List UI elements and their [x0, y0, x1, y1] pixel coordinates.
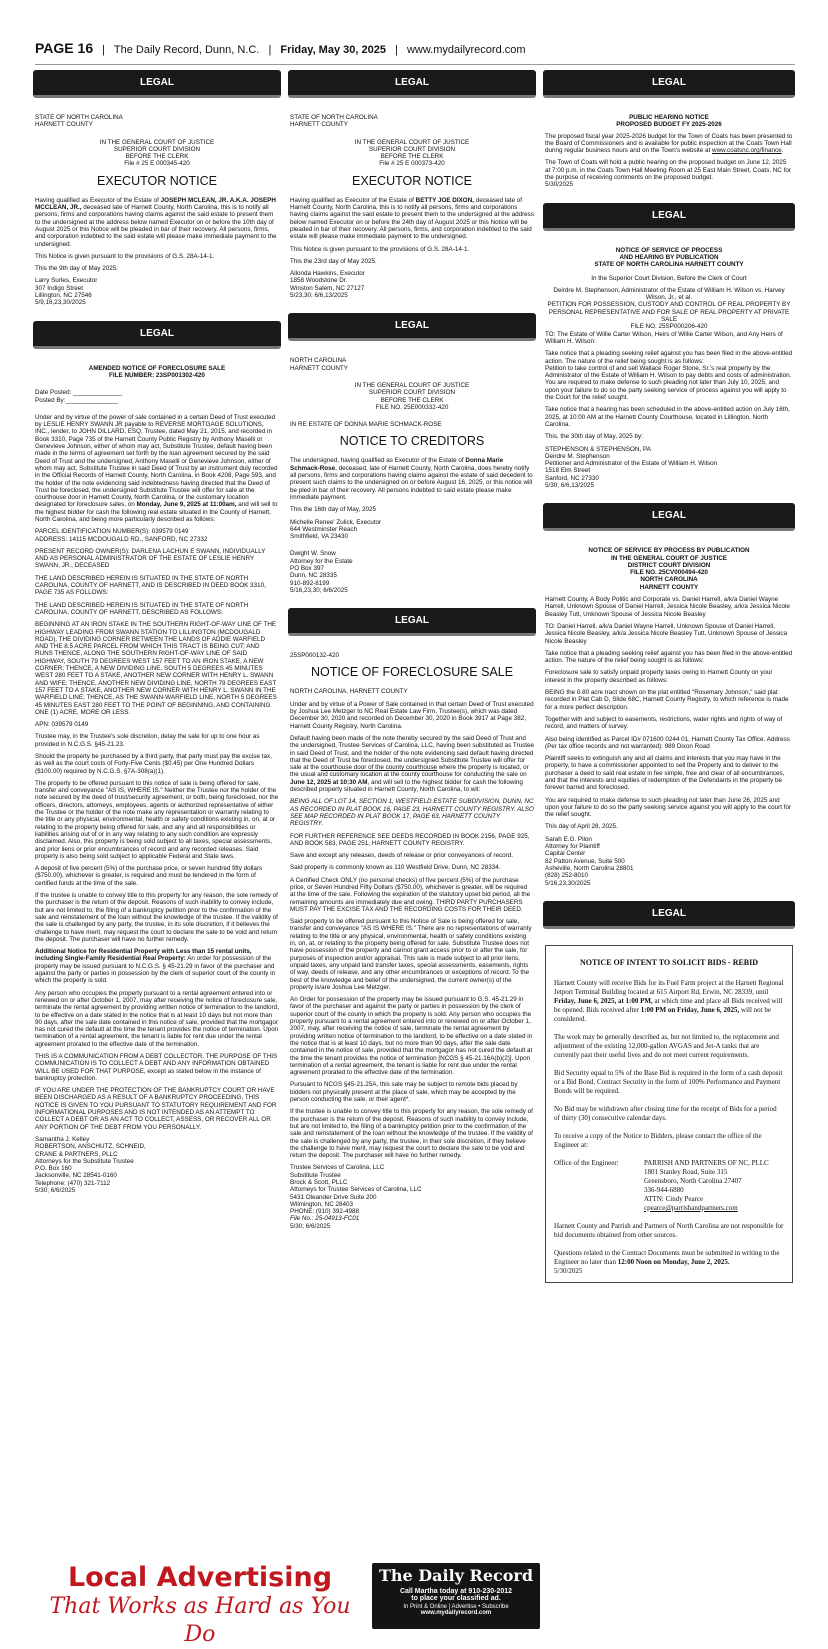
ad-headline: Local Advertising — [67, 1562, 333, 1593]
notice-title: AMENDED NOTICE OF FORECLOSURE SALE — [88, 364, 226, 372]
column-2 — [290, 66, 534, 1230]
engineer-contact: Office of the Engineer: PARRISH AND PARTNERS OF NC, PLLC 1801 Stanley Road, Suite 315 Greensboro, North Carolina 27407 336-944-6880 ATTN: Cindy Pearce cpearce@parrishandpartners.com — [554, 1158, 769, 1212]
legal-banner: LEGAL — [33, 321, 281, 349]
engineer-email-link[interactable]: cpearce@parrishandpartners.com — [644, 1203, 738, 1212]
masthead-logo: The Daily Record — [378, 1566, 534, 1585]
executor-notice-mclean: STATE OF NORTH CAROLINA HARNETT COUNTY IN THE GENERAL COURT OF JUSTICE SUPERIOR COURT DIVISION BEFORE THE CLERK File # 25 E 000345-420 EXECUTOR NOTICE Having qualified as Executor of the Estate of JOSEPH MCLEAN, JR. A.K.A. JOSEPH MCCLEAN, JR., deceased late of Harnett County, North Carolina, this is to notify all persons, firms and corporations having claims against the said estate to present them to the undersigned at the address below named Executor on or before the 10th day of August 2025 or this Notice will be pleaded in bar of their recovery. All persons, firms, and corporation indebted to the said estate will please make immediate payment to the undersigned. This Notice is given pursuant to the provisions of G.S. 28A-14-1. This the 9th day of May 2025. Larry Surles, Executor 307 Indigo Street Lillington, NC 27546 5/9,16,23,30/2025 — [35, 114, 279, 307]
legal-banner: LEGAL — [288, 70, 536, 98]
legal-banner: LEGAL — [543, 70, 795, 98]
paper-name: The Daily Record, Dunn, N.C. — [113, 44, 260, 56]
amended-foreclosure-notice: AMENDED NOTICE OF FORECLOSURE SALE FILE NUMBER: 23SP001302-420 Date Posted: ______________ Posted By:_______________ Under and by virtue of the power of sale contained in a certain Deed of Trust executed by LESLIE HENRY SWANN JR payable to REVERSE MORTGAGE SOLUTIONS, INC., lender, to JOHN DILLARD, ESQ, Trustee, dated May 21, 2015, and recorded in Book 3310, Page 735 of the Harnett County Public Registry by Anthony Maselli or Genevieve Johnson, either of whom may act, Substitute Trustee, default having been made in the terms of agreement set forth by the loan agreement secured by the said Deed of Trust and the undersigned, Anthony Maselli or Genevieve Johnson, either of whom may act, Substitute Trustee in said Deed of Trust by an instrument duly recorded in the Official Records of Harnett County, North Carolina, in Book 4208, Page 593, and the holder of the note evidencing said indebtedness having directed that the Deed of Trust be foreclosed, the undersigned Substitute Trustee will offer for sale at the courthouse door in Harnett County, North Carolina, or the customary location designated for foreclosure sales, on Monday, June 9, 2025 at 11:00am, and will sell to the highest bidder for cash the following real estate situated in the County of Harnett, North Carolina, and being more particularly described as follows: PARCEL IDENTIFICATION NUMBER(S): 039579 0149 ADDRESS: 14115 MCDOUGALD RD., SANFORD, NC 27332 PRESENT RECORD OWNER(S): DARLENA LACHUN E SWANN, INDIVIDUALLY AND AS PERSONAL ADMINISTRATOR OF THE ESTATE OF LESLIE HENRY SWANN, JR., DECEASED THE LAND DESCRIBED HEREIN IS SITUATED IN THE STATE OF NORTH CAROLINA, COUNTY OF HARNETT, AND IS DESCRIBED IN DEED BOOK 3310, PAGE 735 AS FOLLOWS: THE LAND DESCRIBED HEREIN IS SITUATED IN THE STATE OF NORTH CAROLINA, COUNTY OF HARNETT, DESCRIBED AS FOLLOWS: BEGINNING AT AN IRON STAKE IN THE SOUTHERN RIGHT-OF-WAY LINE OF THE HIGHWAY LEADING FROM SWANN STATION TO LILLINGTON (MCDOUGALD ROAD), THE DIVIDING CORNER BETWEEN THE LANDS OF ADDIE WARFIELD AND THE 8.5 ACRE PARCEL FROM WHICH THIS TRACT IS BEING CUT; AND RUNS THENCE, ALONG THE SOUTHERN RIGHT-OF-WAY LINE OF SAID HIGHWAY, SOUTH 79 DEGREES WEST 157 FEET TO AN IRON STAKE, A NEW CORNER; THENCE, A NEW DIVIDING LINE, SOUTH 5 DEGREES 45 MINUTES WEST 280 FEET TO A STAKE, ANOTHER NEW CORNER WITH HENRY L. SWANN AND WIFE; THENCE, ANOTHER NEW DIVIDING LINE, NORTH 79 DEGREES EAST 157 FEET TO A STAKE, ANOTHER NEW CORNER WITH HENRY L. SWANN IN THE WARFIELD LINE; THENCE, AS THE SWANN-WARFIELD LINE, NORTH 5 DEGREES 45 MINUTES EAST 280 FEET TO THE POINT OF BEGINNING, AND CONTAINING ONE (1) ACRE, MORE OR LESS. APN: 039579 0149 Trustee may, in the Trustee's sole discretion, delay the sale for up to one hour as provided in N.C.G.S. §45-21.23. Should the property be purchased by a third party, that party must pay the excise tax, as well as the court costs of Forty-Five Cents ($0.45) per One Hundred Dollars ($100.00) required by N.C.G.S. §7A-308(a)(1). The property to be offered pursuant to this notice of sale is being offered for sale, transfer and conveyance "AS IS, WHERE IS." Neither the Trustee nor the holder of the note secured by the deed of trust/security agreement, or both, being foreclosed, nor the officers, directors, attorneys, employees, agents or authorized representative of either the Trustee or the holder of the note make any representation or warranty relating to the title or any physical, environmental, health or safety conditions existing in, on, at or relating to the property being offered for sale, and any and all responsibilities or liabilities arising out of or in any way relating to any such condition are expressly disclaimed. Also, this property is being sold subject to all taxes, special assessments, and prior liens or prior encumbrances of record and any recorded releases. Said property is also being sold subject to applicable Federal and State laws. A deposit of five percent (5%) of the purchase price, or seven hundred fifty dollars ($750.00), whichever is greater, is required and must be tendered in the form of certified funds at the time of the sale. If the trustee is unable to convey title to this property for any reason, the sole remedy of the purchaser is the return of the deposit. Reasons of such inability to convey include, but are not limited to, the filing of a bankruptcy petition prior to the confirmation of the sale and reinstatement of the loan without the knowledge of the trustee. If the validity of the sale is challenged by any party, the trustee, in its sole discretion, if it believes the challenge to have merit, may request the court to declare the sale to be void and return the deposit. The purchaser will have no further remedy. Additional Notice for Residential Property with Less than 15 rental units, including Single-Family Residential Real Property: An order for possession of the property may be issued pursuant to N.C.G.S. § 45-21.29 in favor of the purchaser and against the party or parties in possession by the clerk of superior court of the county in which the property is sold. Any person who occupies the property pursuant to a rental agreement entered into or renewed on or after October 1, 2007, may after receiving the notice of foreclosure sale, terminate the rental agreement by providing written notice of termination to the landlord, to be effective on a date stated in the notice that is at least 10 days but not more than 90 days, after the sale date contained in this notice of sale, provided that the mortgagor has not cured the default at the time the tenant provides the notice of termination. Upon termination of a rental agreement, the tenant is liable for rent due under the rental agreement prorated to the effective date of the termination. THIS IS A COMMUNICATION FROM A DEBT COLLECTOR. THE PURPOSE OF THIS COMMUNICATION IS TO COLLECT A DEBT AND ANY INFORMATION OBTAINED WILL BE USED FOR THAT PURPOSE, except as stated below in the instance of bankruptcy protection. IF YOU ARE UNDER THE PROTECTION OF THE BANKRUPTCY COURT OR HAVE BEEN DISCHARGED AS A RESULT OF A BANKRUPTCY PROCEEDING, THIS NOTICE IS GIVEN TO YOU PURSUANT TO STATUTORY REQUIREMENT AND FOR INFORMATIONAL PURPOSES AND IS NOT INTENDED AS AN ATTEMPT TO COLLECT A DEBT OR AS AN ACT TO COLLECT, ASSESS, OR RECOVER ALL OR ANY PORTION OF THE DEBT FROM YOU PERSONALLY. Samantha J. Kelley ROBERTSON, ANSCHUTZ, SCHNEID, CRANE & PARTNERS, PLLC Attorneys for the Substitute Trustee P.O. Box 160 Jacksonville, NC 28541-0160 Telephone: (470) 321-7112 5/30; 6/6/2025 — [35, 364, 279, 1195]
legal-banner: LEGAL — [543, 203, 795, 231]
legal-banner: LEGAL — [543, 901, 795, 929]
legal-banner: LEGAL — [33, 70, 281, 98]
ad-tagline: That Works as Hard as You Do — [49, 1594, 351, 1647]
notice-title: NOTICE TO CREDITORS — [339, 434, 485, 449]
notice-title: NOTICE OF INTENT TO SOLICIT BIDS - REBID — [579, 957, 759, 967]
legal-banner: LEGAL — [288, 313, 536, 341]
page-number: PAGE 16 — [35, 40, 94, 56]
local-advertising-ad[interactable] — [35, 1562, 365, 1647]
issue-date: Friday, May 30, 2025 — [280, 44, 386, 56]
service-by-publication-notice: NOTICE OF SERVICE BY PROCESS BY PUBLICATION IN THE GENERAL COURT OF JUSTICE DISTRICT COURT DIVISION FILE NO. 25CV000494-420 NORTH CAROLINA HARNETT COUNTY Harnett County, A Body Politic and Corporate vs. Daniel Harrell, a/k/a Daniel Wayne Harrell, Unknown Spouse of Daniel Harrell, Jessica Nicole Beasley, a/k/a Jessica Nicole Beasley Tutt, Unknown Spouse of Jessica Nicole Beasley TO: Daniel Harrell, a/k/a Daniel Wayne Harrell, Unknown Spouse of Daniel Harrell, Jessica Nicole Beasley, a/k/a Jessica Nicole Beasley Tutt, Unknown Spouse of Jessica Nicole Beasley Take notice that a pleading seeking relief against you has been filed in the above-entitled action. The nature of the relief being sought is as follows: Foreclosure sale to satisfy unpaid property taxes owing to Harnett County on your interest in the property described as follows: BEING the 0.80 acre tract shown on the plat entitled "Rosemary Johnson," said plat recorded in Plat Cab D, Slide 68C, Harnett County Registry, to which reference is made for a more perfect description. Together with and subject to easements, restrictions, water rights and rights of way of record, and matters of survey. Also being identified as Parcel ID# 071600 0244 01, Harnett County Tax Office. Address (Per tax office records and not warranted): 989 Dixon Road Plaintiff seeks to extinguish any and all claims and interests that you may have in the property, to have a commissioner appointed to sell the Property and to deliver to the purchaser a deed to said real estate in fee simple, free and clear of all encumbrances, and that the interests and equities of redemption of the Defendants in the property be forever barred and foreclosed. You are required to make defense to such pleading not later than June 26, 2025 and upon your failure to do so the party seeking service against you will apply to the court for the relief sought. This day of April 28, 2025. Sarah E.G. Pilon Attorney for Plaintiff Capital Center 82 Patton Avenue, Suite 500 Asheville, North Carolina 28801 (828) 252-8010 5/16,23,30/2025 — [545, 547, 793, 887]
notice-title: NOTICE OF SERVICE BY PROCESS BY PUBLICATION — [588, 547, 750, 555]
daily-record-ad[interactable]: The Daily Record Call Martha today at 910-230-2012 to place your classified ad. In Print & Online | Advertise • Subscribe www.mydailyrecord.com — [372, 1563, 540, 1629]
budget-link[interactable]: www.coatsnc.org/finance — [712, 147, 782, 155]
foreclosure-sale-notice: 25SP000132-420 NOTICE OF FORECLOSURE SALE NORTH CAROLINA, HARNETT COUNTY Under and by virtue of a Power of Sale contained in that certain Deed of Trust executed by Joshua Lee Metzger to NC Real Estate Law Firm, Trustee(s), which was dated December 30, 2020 and recorded on December 30, 2020 in Book 3917 at Page 382, Harnett County Registry, North Carolina. Default having been made of the note thereby secured by the said Deed of Trust and the undersigned, Trustee Services of Carolina, LLC, having been substituted as Trustee in said Deed of Trust, and the holder of the note evidencing said default having directed that the Deed of Trust be foreclosed, the undersigned Substitute Trustee will offer for sale at the courthouse door of the county courthouse where the property is located, or the usual and customary location at the county courthouse for conducting the sale on June 12, 2025 at 10:30 AM, and will sell to the highest bidder for cash the following described property situated in Harnett County, North Carolina, to wit: BEING ALL OF LOT 14, SECTION 1, WESTFIELD ESTATE SUBDIVISION, DUNN, NC AS RECORDED IN PLAT BOOK 16, PAGE 23, HARNETT COUNTY REGISTRY. ALSO SEE MAP RECORDED IN PLAT BOOK 17, PAGE 63, HARNETT COUNTY REGISTRY. FOR FURTHER REFERENCE SEE DEEDS RECORDED IN BOOK 2156, PAGE 925, AND BOOK 583, PAGE 251, HARNETT COUNTY REGISTRY. Save and except any releases, deeds of release or prior conveyances of record. Said property is commonly known as 110 Westfield Drive, Dunn, NC 28334. A Certified Check ONLY (no personal checks) of five percent (5%) of the purchase price, or Seven Hundred Fifty Dollars ($750.00), whichever is greater, will be required at the time of the sale. Following the expiration of the statutory upset bid period, all the remaining amounts are immediately due and owing. THIRD PARTY PURCHASERS MUST PAY THE EXCISE TAX AND THE RECORDING COSTS FOR THEIR DEED. Said property to be offered pursuant to this Notice of Sale is being offered for sale, transfer and conveyance "AS IS WHERE IS." There are no representations of warranty relating to the title or any physical, environmental, health or safety conditions existing in, on, at, or relating to the property being offered for sale. Substitute Trustee does not have possession of the property and cannot grant access prior to or after the sale, for purposes of inspection and/or appraisal. This sale is made subject to all prior liens, unpaid taxes, any unpaid land transfer taxes, special assessments, easements, rights of way, deeds of release, and any other encumbrances or exceptions of record. To the best of the knowledge and belief of the undersigned, the current owner(s) of the property is/are Joshua Lee Metzger. An Order for possession of the property may be issued pursuant to G.S. 45-21.29 in favor of the purchaser and against the party or parties in possession by the clerk of superior court of the county in which the property is sold. Any person who occupies the property pursuant to a rental agreement entered into or renewed on or after October 1, 2007, may, after receiving the notice of sale, terminate the rental agreement by providing written notice of termination to the landlord, to be effective on a date stated in the notice that is at least 10 days, but no more than 90 days, after the sale date contained in the notice of sale, provided that the mortgagor has not cured the default at the time the tenant provides the notice of termination [NCGS § 45-21.16A(b)(2)]. Upon termination of a rental agreement, the tenant is liable for rent due under the rental agreement prorated to the effective date of the termination. Pursuant to NCGS §45-21.25A, this sale may be subject to remote bids placed by bidders not physically present at the place of sale, which may be accepted by the person conducting the sale, or their agent*. If the trustee is unable to convey title to this property for any reason, the sole remedy of the purchaser is the return of the deposit. Reasons of such inability to convey include, but are not limited to, the filing of a bankruptcy petition prior to the confirmation of the sale and reinstatement of the loan without the knowledge of the trustee. If the validity of the sale is challenged by any party, the trustee, in their sole discretion, if they believe the challenge to have merit, may request the court to declare the sale to be void and return the deposit. The purchaser will have no further remedy. Trustee Services of Carolina, LLC Substitute Trustee Brock & Scott, PLLC Attorneys for Trustee Services of Carolina, LLC 5431 Oleander Drive Suite 200 Wilmington, NC 28403 PHONE: (910) 392-4988 File No.: 25-04913-FC01 5/30; 6/6/2025 — [290, 652, 534, 1230]
intent-to-solicit-bids-notice: NOTICE OF INTENT TO SOLICIT BIDS - REBID Harnett County will receive Bids for its Fuel Farm project at the Harnett Regional Jetport Terminal Building located at 615 Airport Rd, Erwin, NC 28339, until Friday, June 6, 2025, at 1:00 PM, at which time and place all Bids received will be opened. Bids received after 1:00 PM on Friday, June 6, 2025, will not be considered. The work may be generally described as, but not limited to, the replacement and adjustment of the existing 12,000-gallon AVGAS and Jet-A tanks that are currently past their useful lives and do not meet current requirements. Bid Security equal to 5% of the Base Bid is required in the form of a cash deposit or a Bid Bond. Contract Security in the form of 100% Performance and Payment Bonds will be required. No Bid may be withdrawn after closing time for the receipt of Bids for a period of thirty (30) consecutive calendar days. To receive a copy of the Notice to Bidders, please contact the office of the Engineer at: Office of the Engineer: PARRISH AND PARTNERS OF NC, PLLC 1801 Stanley Road, Suite 315 Greensboro, North Carolina 27407 336-944-6880 ATTN: Cindy Pearce cpearce@parrishandpartners.com Harnett County and Parrish and Partners of North Carolina are not responsible for bid documents obtained from other sources. Questions related to the Contract Documents must be submitted in writing to the Engineer no later than 12:00 Noon on Monday, June 2, 2025. 5/30/2025 — [545, 945, 793, 1283]
budget-hearing-notice: PUBLIC HEARING NOTICE PROPOSED BUDGET FY 2025-2026 The proposed fiscal year 2025-2026 budget for the Town of Coats has been presented to the Board of Commissioners and is available for public inspection at the Coats Town Hall during regular business hours and on the Town's website at www.coatsnc.org/finance. The Town of Coats will hold a public hearing on the proposed budget on June 12, 2025 at 7:00 p.m. in the Coats Town Hall Meeting Room at 25 East Main Street, Coats, NC for the purpose of receiving comments on the proposed budget. 5/30/2025 — [545, 114, 793, 189]
page-header: PAGE 16 | The Daily Record, Dunn, N.C. | Friday, May 30, 2025 | www.mydailyrecord.com — [35, 40, 526, 56]
executor-notice-dixon: STATE OF NORTH CAROLINA HARNETT COUNTY IN THE GENERAL COURT OF JUSTICE SUPERIOR COURT DIVISION BEFORE THE CLERK File # 25 E 000373-420 EXECUTOR NOTICE Having qualified as Executor of the Estate of BETTY JOE DIXON, deceased late of Harnett County, North Carolina, this is to notify all persons, firms and corporations having claims against the said estate to present them to the undersigned at the address below named Executor on or before the 24th day of August 2025 or this Notice will be pleaded in bar of their recovery. All persons, firms, and corporation indebted to the said estate will please make immediate payment to the undersigned. This Notice is given pursuant to the provisions of G.S. 28A-14-1. This the 23rd day of May 2025. Allonda Hawkins, Executor 1858 Woodstone Dr. Winston Salem, NC 27127 5/23,30; 6/6,13/2025 — [290, 114, 534, 300]
column-1 — [35, 66, 279, 1194]
ad-website-link[interactable]: www.mydailyrecord.com — [420, 1610, 492, 1616]
notice-title: EXECUTOR NOTICE — [97, 173, 217, 188]
service-of-process-notice: NOTICE OF SERVICE OF PROCESS AND HEARING BY PUBLICATION STATE OF NORTH CAROLINA HARNETT COUNTY In the Superior Court Division, Before the Clerk of Court Deirdre M. Stephenson, Administrator of the Estate of William H. Wilson vs. Harvey Wilson, Jr., et al. PETITION FOR POSSESSION, CUSTODY AND CONTROL OF REAL PROPERTY BY PERSONAL REPRESENTATIVE AND FOR SALE OF REAL PROPERTY AT PRIVATE SALE FILE NO. 25SP000206-420 TO: The Estate of Willie Carter Wilson, Heirs of Willie Carter Wilson, and Any Heirs of William H. Wilson: Take notice that a pleading seeking relief against you has been filed in the above-entitled action. The nature of the relief being sought is as follows: Petition to take control of and sell Wallace Roger Stone, Sr.'s real property by the Administrator of the Estate of William H. Wilson to pay debts and costs of administration. You are required to make defense to such pleading not later than July 10, 2025, and upon your failure to do so the party seeking service of process against you will apply to the Court for the relief sought. Take notice that a hearing has been scheduled in the above-entitled action on July 16th, 2025, at 10:00 AM at the Harnett County Courthouse, located in Lillington, North Carolina. This, the 30th day of May, 2025 by: STEPHENSON & STEPHENSON, PA Deirdre M. Stephenson Petitioner and Administrator of the Estate of William H. Wilson 1518 Elm Street Sanford, NC 27330 5/30; 6/6,13/2025 — [545, 246, 793, 489]
legal-banner: LEGAL — [543, 503, 795, 531]
notice-to-creditors: NORTH CAROLINA HARNETT COUNTY IN THE GENERAL COURT OF JUSTICE SUPERIOR COURT DIVISION BEFORE THE CLERK FILE NO. 25E000332-420 IN RE ESTATE OF DONNA MARIE SCHMACK-ROSE NOTICE TO CREDITORS The undersigned, having qualified as Executor of the Estate of Donna Marie Schmack-Rose, deceased, late of Harnett County, North Carolina, does hereby notify all persons, firms and corporations having claims against the estate of said decedent to present such claims to the undersigned on or before August 16, 2025, or this notice will be pled in bar of their recovery. All persons indebted to said estate please make immediate payment. This the 16th day of May, 2025 Michelle Renee' Zulick, Executor 644 Westminster Reach Smithfield, VA 23430 Dwight W. Snow Attorney for the Estate PO Box 397 Dunn, NC 28335 910-892-8199 5/16,23,30; 6/6/2025 — [290, 357, 533, 594]
notice-title: EXECUTOR NOTICE — [352, 173, 472, 188]
site-link[interactable]: www.mydailyrecord.com — [406, 44, 526, 56]
column-3 — [545, 66, 793, 1283]
notice-title: PUBLIC HEARING NOTICE — [629, 114, 709, 121]
legal-banner: LEGAL — [288, 608, 536, 636]
notice-title: NOTICE OF SERVICE OF PROCESS — [615, 246, 723, 254]
header-rule — [35, 64, 795, 65]
notice-title: NOTICE OF FORECLOSURE SALE — [310, 665, 514, 680]
